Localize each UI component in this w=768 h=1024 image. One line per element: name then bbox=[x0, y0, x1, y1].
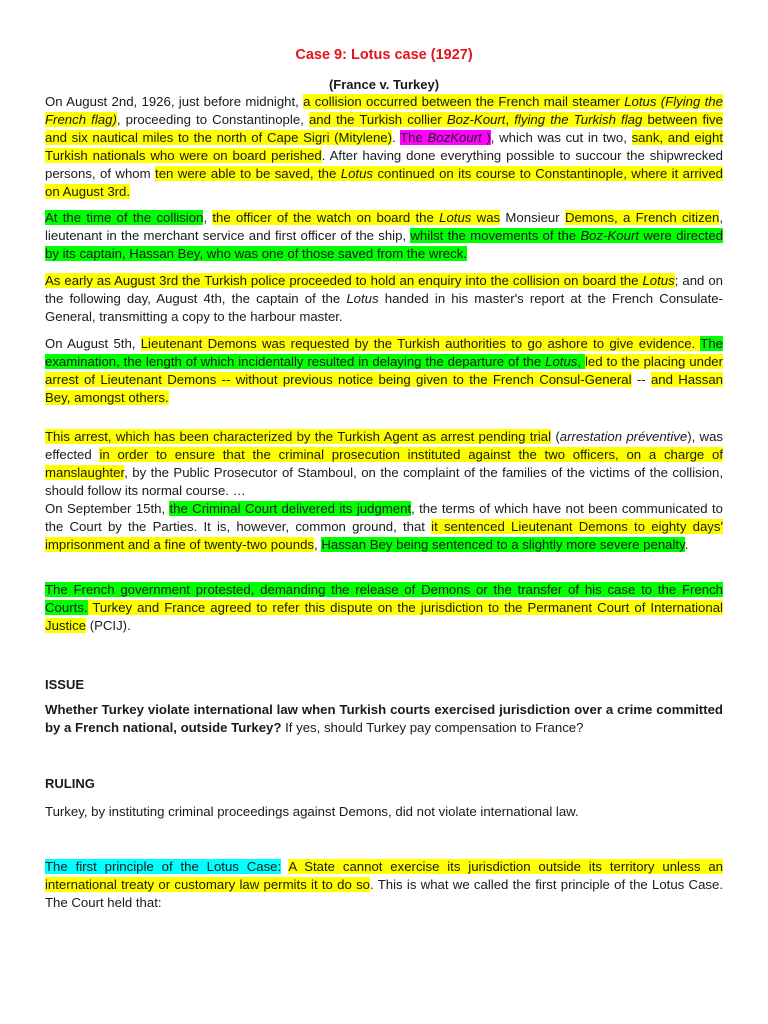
text-run-italic: arrestation préventive bbox=[559, 429, 688, 444]
highlight-yellow: in order to ensure that the criminal prosecution instituted against the two officers, on a charge of manslaughter bbox=[45, 447, 724, 480]
text-run: , bbox=[203, 210, 213, 225]
highlight-yellow: sank, and eight Turkish nationals who were on board perished bbox=[45, 130, 723, 163]
text-run: On August 2nd, 1926, just before midnight, bbox=[45, 94, 304, 109]
issue-question: Whether Turkey violate international law when Turkish courts exercised jurisdiction over a crime committed by a French national, outside Turkey? bbox=[45, 702, 723, 735]
highlight-yellow: ten were able to be saved, the bbox=[155, 166, 341, 181]
highlight-yellow: Lotus bbox=[439, 210, 472, 225]
highlight-yellow: a collision occurred between the French mail steamer bbox=[303, 94, 625, 109]
highlight-magenta: The bbox=[400, 130, 428, 145]
ruling-heading: RULING bbox=[45, 776, 95, 791]
paragraph-enquiry bbox=[45, 272, 723, 326]
text-run: , lieutenant in the merchant service and first officer of the ship, bbox=[45, 210, 724, 243]
text-run: On September 15th, bbox=[45, 501, 170, 516]
highlight-green: were directed by its captain, Hassan Bey, who was one of those saved from the wreck. bbox=[45, 228, 724, 261]
text-run: . After having done everything possible to succour the shipwrecked persons, of whom bbox=[45, 148, 723, 181]
text-run: , bbox=[314, 537, 322, 552]
issue-text bbox=[45, 701, 723, 737]
paragraph-officer-of-watch bbox=[45, 209, 723, 263]
highlight-yellow: flying the Turkish flag bbox=[514, 112, 643, 127]
case-title: Case 9: Lotus case (1927) bbox=[295, 47, 473, 63]
highlight-yellow: Lieutenant Demons was requested by the Turkish authorities to go ashore to give evidence. bbox=[140, 336, 701, 351]
highlight-yellow: A State cannot exercise its jurisdiction outside its territory unless an international treaty or customary law permits it to do so bbox=[45, 859, 723, 892]
highlight-magenta: BozKourt bbox=[427, 130, 482, 145]
highlight-yellow: was bbox=[471, 210, 501, 225]
highlight-green: whilst the movements of the bbox=[410, 228, 581, 243]
text-run: ; and on the following day, August 4th, the captain of the bbox=[45, 273, 723, 306]
text-run: , by the Public Prosecutor of Stamboul, on the complaint of the families of the victims of the collision, should follow its normal course. … bbox=[45, 465, 723, 498]
highlight-yellow: it sentenced Lieutenant Demons to eighty days' imprisonment and a fine of twenty-two pounds bbox=[45, 519, 723, 552]
highlight-green: , bbox=[577, 354, 585, 369]
paragraph-french-protest bbox=[45, 581, 723, 635]
highlight-yellow: and Hassan Bey, amongst others. bbox=[45, 372, 723, 405]
text-run: . This is what we called the first principle of the Lotus Case. The Court held that: bbox=[45, 877, 723, 910]
highlight-yellow: As early as August 3rd the Turkish police proceeded to hold an enquiry into the collision on board the bbox=[45, 273, 643, 288]
highlight-yellow: between five and six nautical miles to the north of Cape Sigri (Mitylene) bbox=[45, 112, 723, 145]
highlight-green: the Criminal Court delivered its judgment bbox=[169, 501, 412, 516]
text-run: (PCIJ). bbox=[86, 618, 131, 633]
text-run: . bbox=[392, 130, 401, 145]
highlight-yellow: continued on its course to Constantinople, where it arrived on August 3rd. bbox=[45, 166, 723, 199]
paragraph-facts-collision bbox=[45, 93, 723, 201]
text-run: If yes, should Turkey pay compensation to France? bbox=[281, 720, 584, 735]
highlight-green: Boz-Kourt bbox=[580, 228, 640, 243]
paragraph-arrest-pending-trial bbox=[45, 428, 723, 500]
text-run: On August 5th, bbox=[45, 336, 141, 351]
text-run: . bbox=[684, 537, 689, 552]
ruling-text: Turkey, by instituting criminal proceedings against Demons, did not violate international law. bbox=[45, 804, 579, 819]
highlight-green: The French government protested, demanding the release of Demons or the transfer of his case to the French Courts. bbox=[45, 582, 723, 615]
text-run: , which was cut in two, bbox=[490, 130, 632, 145]
highlight-green: Lotus bbox=[545, 354, 578, 369]
highlight-yellow: This arrest, which has been characterized by the Turkish Agent as arrest pending trial bbox=[45, 429, 552, 444]
paragraph-first-principle bbox=[45, 858, 723, 912]
case-subtitle: (France v. Turkey) bbox=[328, 77, 440, 92]
highlight-yellow: Lotus (Flying the French flag) bbox=[45, 94, 723, 127]
text-run: handed in his master's report at the French Consulate-General, transmitting a copy to the harbour master. bbox=[45, 291, 723, 324]
text-run: ), was effected bbox=[45, 429, 723, 462]
highlight-green: The examination, the length of which incidentally resulted in delaying the departure of the bbox=[45, 336, 723, 369]
highlight-yellow: Turkey and France agreed to refer this dispute on the jurisdiction to the Permanent Court of International Justice bbox=[45, 600, 723, 633]
paragraph-judgment bbox=[45, 500, 723, 554]
text-run: , the terms of which have not been communicated to the Court by the Parties. It is, however, common ground, that bbox=[45, 501, 723, 534]
issue-heading: ISSUE bbox=[45, 677, 85, 692]
highlight-yellow: Lotus bbox=[642, 273, 675, 288]
highlight-yellow: Demons, a French citizen bbox=[564, 210, 720, 225]
highlight-yellow: Lotus bbox=[340, 166, 374, 181]
highlight-yellow: and the Turkish collier bbox=[308, 112, 447, 127]
highlight-magenta: ) bbox=[481, 130, 491, 145]
highlight-yellow: led to the placing under arrest of Lieutenant Demons -- without previous notice being given to the French Consul-General bbox=[45, 354, 724, 387]
highlight-yellow: , bbox=[505, 112, 515, 127]
highlight-green: At the time of the collision bbox=[45, 210, 204, 225]
text-run-italic: Lotus bbox=[346, 291, 379, 306]
highlight-cyan: The first principle of the Lotus Case: bbox=[45, 859, 282, 874]
highlight-yellow: the officer of the watch on board the bbox=[212, 210, 440, 225]
highlight-green: Hassan Bey being sentenced to a slightly more severe penalty bbox=[321, 537, 685, 552]
text-run: Monsieur bbox=[500, 210, 565, 225]
text-run: -- bbox=[631, 372, 651, 387]
text-run: , proceeding to Constantinople, bbox=[116, 112, 309, 127]
paragraph-arrest bbox=[45, 335, 723, 407]
highlight-yellow: Boz-Kourt bbox=[446, 112, 506, 127]
text-run: ( bbox=[551, 429, 560, 444]
